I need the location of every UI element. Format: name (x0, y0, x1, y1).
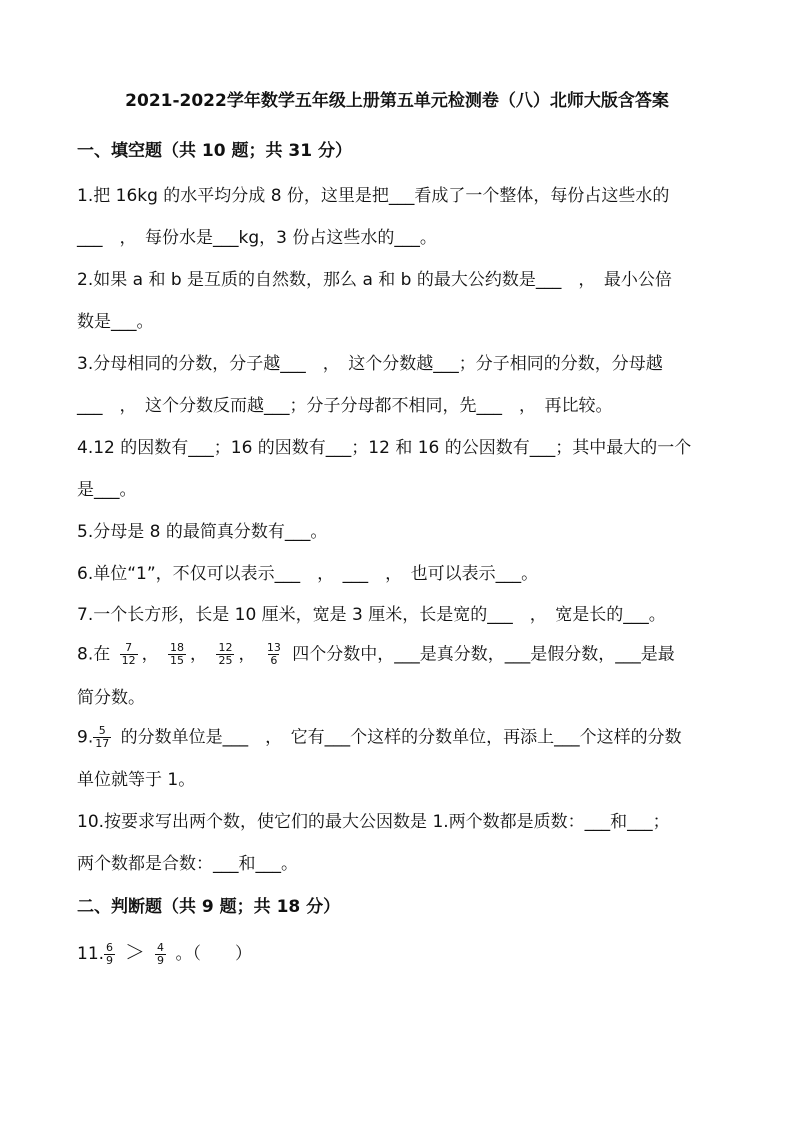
separator: ， (190, 644, 208, 665)
question-10-line-2: 两个数都是合数：___和___。 (77, 854, 298, 874)
question-2-line-2: 数是___。 (77, 312, 154, 332)
question-5: 5.分母是 8 的最简真分数有___。 (77, 522, 328, 542)
question-3-line-2: ___ ， 这个分数反而越___；分子分母都不相同，先___ ， 再比较。 (77, 396, 613, 416)
fraction-18-15: $\frac{18}{15}$ (170, 641, 185, 667)
question-8-prefix: 8.在 (77, 644, 111, 665)
section-heading-true-false: 二、判断题（共 9 题；共 18 分） (77, 897, 341, 917)
fraction-12-25: $\frac{12}{25}$ (218, 641, 233, 667)
question-8-line-2: 简分数。 (77, 688, 145, 708)
greater-than-sign: ＞ (125, 940, 146, 964)
question-6: 6.单位“1”，不仅可以表示___ ， ___ ， 也可以表示___。 (77, 564, 539, 584)
separator: ， (238, 644, 256, 665)
question-11-suffix: 。（ ） (175, 944, 252, 964)
fraction-6-9: $\frac{6}{9}$ (106, 940, 114, 967)
question-9-prefix: 9. (77, 727, 94, 748)
question-10-line-1: 10.按要求写出两个数，使它们的最大公因数是 1.两个数都是质数：___和___； (77, 812, 670, 832)
fraction-4-9: $\frac{4}{9}$ (157, 940, 165, 967)
question-3-line-1: 3.分母相同的分数，分子越___ ， 这个分数越___；分子相同的分数，分母越 (77, 354, 663, 374)
fraction-7-12: $\frac{7}{12}$ (121, 641, 136, 667)
document-title: 2021-2022学年数学五年级上册第五单元检测卷（八）北师大版含答案 (125, 91, 669, 111)
question-1-line-1: 1.把 16kg 的水平均分成 8 份，这里是把___看成了一个整体，每份占这些水的 (77, 186, 670, 206)
question-4-line-2: 是___。 (77, 480, 137, 500)
fraction-13-6: $\frac{13}{6}$ (266, 641, 281, 667)
question-1-line-2: ___ ， 每份水是___kg，3 份占这些水的___。 (77, 228, 437, 248)
question-9-line-1 (77, 725, 682, 750)
separator: ， (141, 644, 159, 665)
question-8-suffix: 四个分数中，___是真分数，___是假分数，___是最 (292, 644, 675, 665)
fraction-5-17: $\frac{5}{17}$ (95, 724, 110, 750)
question-9-suffix: 的分数单位是___ ， 它有___个这样的分数单位，再添上___个这样的分数 (120, 727, 682, 748)
question-8-line-1 (77, 642, 675, 667)
question-2-line-1: 2.如果 a 和 b 是互质的自然数，那么 a 和 b 的最大公约数是___ ， 最小公倍 (77, 270, 672, 290)
question-9-line-2: 单位就等于 1。 (77, 770, 196, 790)
question-11-prefix: 11. (77, 944, 105, 964)
section-heading-fill-blank: 一、填空题（共 10 题；共 31 分） (77, 141, 352, 161)
question-7: 7.一个长方形，长是 10 厘米，宽是 3 厘米，长是宽的___ ， 宽是长的___。 (77, 605, 666, 625)
question-4-line-1: 4.12 的因数有___；16 的因数有___；12 和 16 的公因数有___；其中最大的一个 (77, 438, 692, 458)
question-11 (77, 940, 252, 967)
